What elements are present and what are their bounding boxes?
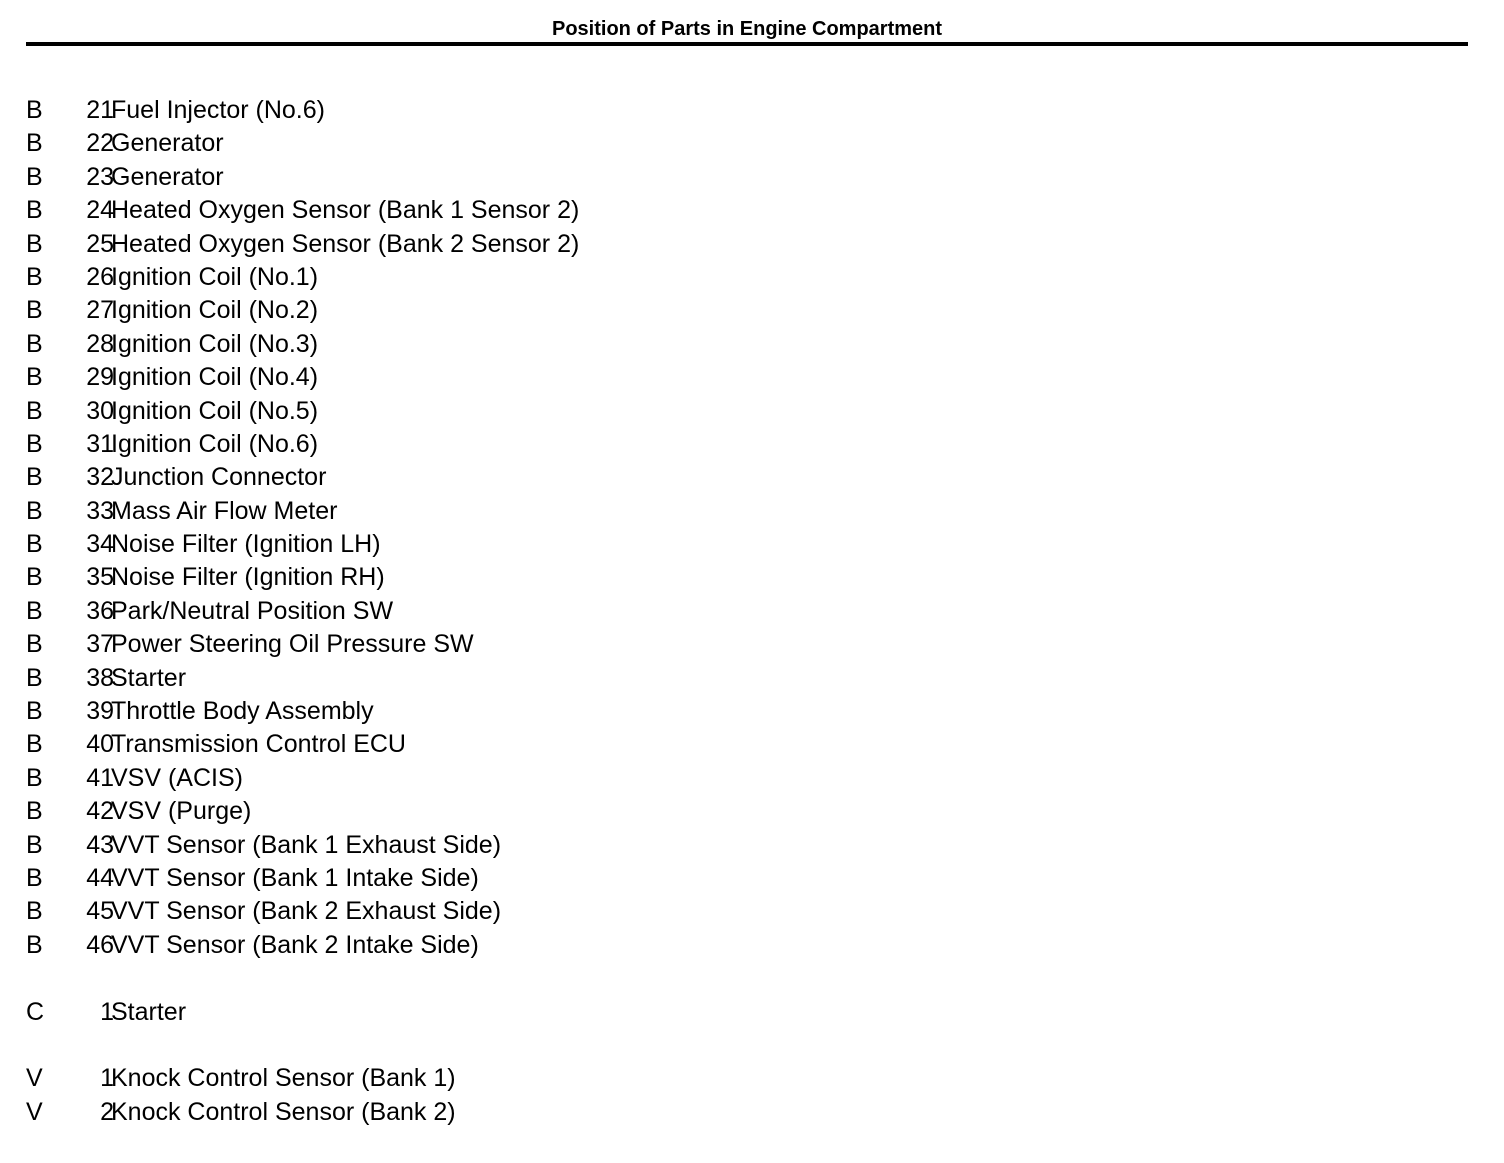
part-name: Knock Control Sensor (Bank 1) (111, 1064, 456, 1093)
part-name: Fuel Injector (No.6) (111, 96, 325, 124)
connector-code: B (26, 630, 43, 659)
connector-code: B (26, 730, 43, 759)
part-name: Mass Air Flow Meter (111, 496, 338, 525)
connector-code: B (26, 530, 43, 559)
part-name: VVT Sensor (Bank 2 Exhaust Side) (111, 897, 502, 926)
connector-code: B (26, 830, 43, 859)
part-name: Ignition Coil (No.6) (111, 429, 319, 458)
connector-code: B (26, 296, 43, 325)
part-name: Ignition Coil (No.2) (111, 296, 319, 325)
page-title: Position of Parts in Engine Compartment (551, 18, 943, 40)
connector-code: B (26, 229, 43, 258)
connector-code: B (26, 663, 43, 692)
connector-code: B (26, 162, 43, 191)
connector-number: 2 (100, 1097, 114, 1126)
connector-number: 41 (86, 763, 114, 792)
part-name: VVT Sensor (Bank 2 Intake Side) (111, 930, 479, 959)
part-name: Noise Filter (Ignition RH) (111, 563, 385, 592)
connector-number: 22 (86, 129, 114, 158)
connector-number: 43 (86, 830, 114, 859)
part-name: VVT Sensor (Bank 1 Intake Side) (111, 863, 479, 892)
part-name: VSV (ACIS) (111, 763, 243, 792)
connector-number: 34 (86, 530, 114, 559)
connector-code: B (26, 396, 43, 425)
part-name: VSV (Purge) (111, 797, 252, 826)
connector-code: B (26, 897, 43, 926)
connector-code: B (26, 196, 43, 225)
part-name: Park/Neutral Position SW (111, 596, 394, 625)
connector-number: 45 (86, 897, 114, 926)
part-name: Generator (111, 129, 224, 158)
title-divider (26, 42, 1468, 46)
connector-number: 33 (86, 496, 114, 525)
connector-number: 36 (86, 596, 114, 625)
connector-number: 28 (86, 329, 114, 358)
part-name: Ignition Coil (No.1) (111, 262, 319, 291)
connector-code: B (26, 329, 43, 358)
connector-code: B (26, 96, 43, 124)
connector-number: 32 (86, 463, 114, 492)
connector-number: 30 (86, 396, 114, 425)
part-name: Throttle Body Assembly (111, 697, 374, 726)
connector-number: 38 (86, 663, 114, 692)
connector-code: B (26, 763, 43, 792)
connector-number: 42 (86, 797, 114, 826)
connector-number: 39 (86, 697, 114, 726)
connector-number: 23 (86, 162, 114, 191)
connector-number: 35 (86, 563, 114, 592)
connector-number: 26 (86, 262, 114, 291)
part-name: Starter (111, 997, 187, 1026)
connector-code: B (26, 563, 43, 592)
connector-number: 21 (86, 96, 114, 124)
part-name: Starter (111, 663, 187, 692)
part-name: Noise Filter (Ignition LH) (111, 530, 381, 559)
connector-number: 46 (86, 930, 114, 959)
part-name: Ignition Coil (No.5) (111, 396, 319, 425)
connector-code: V (26, 1097, 43, 1126)
connector-code: B (26, 429, 43, 458)
connector-number: 1 (100, 1064, 114, 1093)
part-name: Junction Connector (111, 463, 327, 492)
connector-number: 1 (100, 997, 114, 1026)
connector-code: B (26, 797, 43, 826)
part-name: Generator (111, 162, 224, 191)
connector-number: 29 (86, 363, 114, 392)
connector-code: B (26, 496, 43, 525)
connector-number: 25 (86, 229, 114, 258)
connector-code: B (26, 363, 43, 392)
part-name: Power Steering Oil Pressure SW (111, 630, 474, 659)
connector-number: 27 (86, 296, 114, 325)
connector-code: B (26, 596, 43, 625)
part-name: VVT Sensor (Bank 1 Exhaust Side) (111, 830, 502, 859)
part-name: Ignition Coil (No.3) (111, 329, 319, 358)
connector-code: C (26, 997, 45, 1026)
connector-code: V (26, 1064, 43, 1093)
connector-number: 40 (86, 730, 114, 759)
connector-code: B (26, 129, 43, 158)
part-name: Heated Oxygen Sensor (Bank 1 Sensor 2) (111, 196, 580, 225)
connector-number: 37 (86, 630, 114, 659)
connector-code: B (26, 697, 43, 726)
connector-code: B (26, 863, 43, 892)
part-name: Transmission Control ECU (111, 730, 406, 759)
connector-number: 24 (86, 196, 114, 225)
connector-number: 44 (86, 863, 114, 892)
part-name: Ignition Coil (No.4) (111, 363, 319, 392)
part-name: Knock Control Sensor (Bank 2) (111, 1097, 456, 1126)
connector-number: 31 (86, 429, 114, 458)
part-name: Heated Oxygen Sensor (Bank 2 Sensor 2) (111, 229, 580, 258)
connector-code: B (26, 930, 43, 959)
connector-code: B (26, 463, 43, 492)
connector-code: B (26, 262, 43, 291)
